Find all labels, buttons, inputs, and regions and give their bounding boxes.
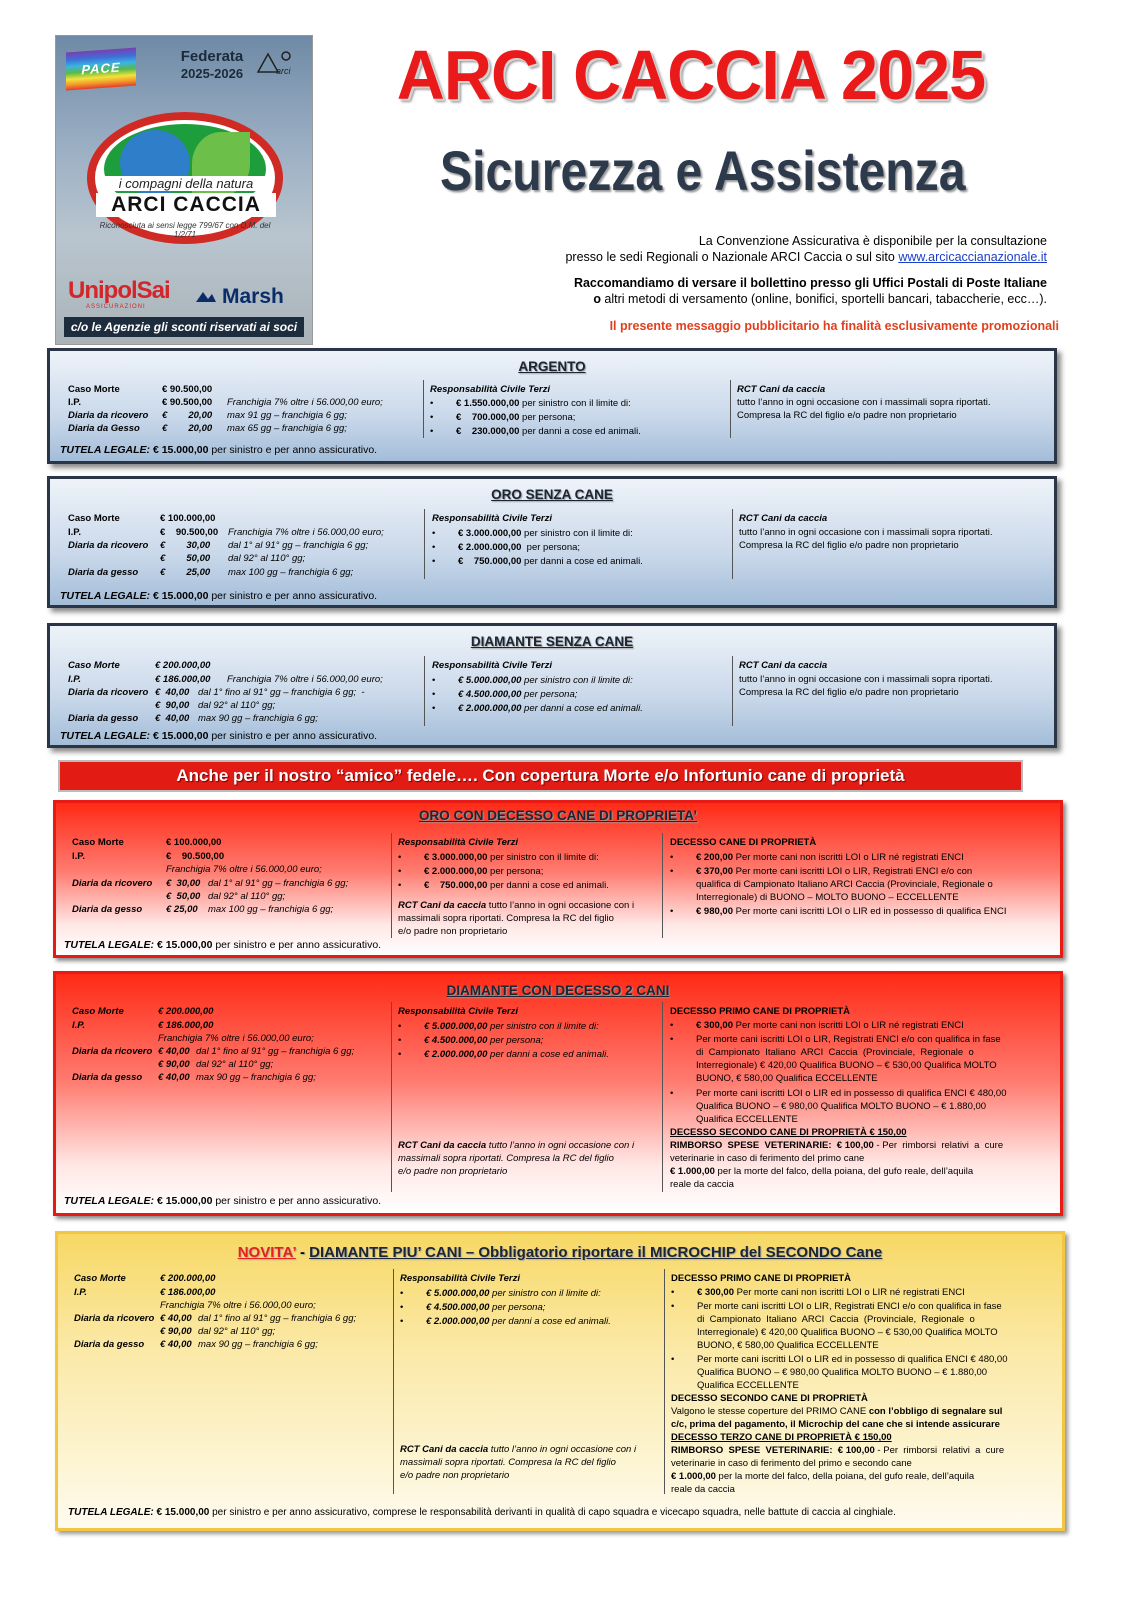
diamante-tutela-value: € 15.000,00: [152, 730, 209, 742]
plan-diamante-title: DIAMANTE SENZA CANE: [470, 634, 634, 649]
argento-ricovero-franchigia: max 91 gg – franchigia 6 gg;: [227, 410, 347, 421]
argento-rct-1: [430, 397, 631, 410]
orocane-rct-3-text: per danni a cose ed animali.: [487, 880, 609, 891]
novita-tutela: [68, 1507, 896, 1518]
novita-ip-value: € 186.000,00: [160, 1287, 216, 1298]
d2c-falco: [670, 1165, 973, 1178]
intro-line-4: [593, 292, 1047, 306]
novita-second-1-bold: con l’obbligo di segnalare sul: [866, 1406, 1003, 1417]
oro-cani-1: tutto l’anno in ogni occasione con i massimali sopra riportati.: [739, 527, 993, 538]
argento-tutela-label: TUTELA LEGALE:: [60, 444, 151, 456]
argento-rct-2-text: per persona;: [519, 412, 576, 423]
orocane-ip-franchigia: Franchigia 7% oltre i 56.000,00 euro;: [166, 864, 322, 875]
novita-rct-3: [400, 1315, 611, 1328]
argento-ricovero-label: Diaria da ricovero: [68, 410, 149, 421]
oro-gesso-label: Diaria da gesso: [68, 567, 139, 578]
d2c-rct-2-text: per persona;: [487, 1035, 544, 1046]
novita-decesso-2d: BUONO, € 580,00 Qualifica ECCELLENTE: [697, 1340, 879, 1351]
argento-ricovero-value: € 20,00: [162, 410, 213, 421]
unipolsai-logo: UnipolSai: [68, 277, 170, 304]
novita-falco-2: reale da caccia: [671, 1484, 735, 1495]
dog-coverage-banner: Anche per il nostro “amico” fedele…. Con copertura Morte e/o Infortunio cane di proprietà: [58, 760, 1023, 792]
oro-ricovero2-value: € 50,00: [160, 553, 211, 564]
diamante-tutela: [60, 730, 377, 742]
orocane-rct-3-value: € 750.000,00: [424, 880, 488, 891]
novita-rct-2-text: per persona;: [489, 1302, 546, 1313]
orocane-decesso-title: DECESSO CANE DI PROPRIETÀ: [670, 837, 817, 848]
d2c-cani-2: massimali sopra riportati. Compresa la RC del figlio: [398, 1153, 614, 1164]
diamante-morte-label: Caso Morte: [68, 660, 120, 671]
novita-decesso-3c: Qualifica ECCELLENTE: [697, 1380, 799, 1391]
d2c-morte-label: Caso Morte: [72, 1006, 124, 1017]
argento-gesso-label: Diaria da Gesso: [68, 423, 140, 434]
novita-ricovero-value: € 40,00: [160, 1313, 192, 1324]
orocane-tutela-text: per sinistro e per anno assicurativo.: [212, 939, 382, 951]
orocane-decesso-1-text: Per morte cani non iscritti LOI o LIR né registrati ENCI: [732, 852, 964, 863]
diamante-rct-2: [432, 688, 577, 701]
intro-line-4-text: altri metodi di versamento (online, bonifici, sportelli bancari, tabaccherie, ecc…).: [600, 292, 1047, 306]
orocane-gesso-value: € 25,00: [166, 904, 198, 915]
orocane-rct-2: [398, 865, 543, 878]
d2c-falco-value: € 1.000,00: [670, 1166, 715, 1177]
novita-rct-title: Responsabilità Civile Terzi: [400, 1273, 521, 1284]
d2c-tutela: [64, 1195, 381, 1207]
orocane-gesso-franchigia: max 100 gg – franchigia 6 gg;: [208, 904, 334, 915]
argento-gesso-value: € 20,00: [162, 423, 213, 434]
marsh-logo-icon: [195, 290, 217, 304]
orocane-rct-title: Responsabilità Civile Terzi: [398, 837, 519, 848]
novita-second-2: c/c, prima del pagamento, il Microchip del cane che si intende assicurare: [671, 1419, 1000, 1430]
novita-third-dog: DECESSO TERZO CANE DI PROPRIETÀ € 150,00: [671, 1432, 892, 1443]
orocane-gesso-label: Diaria da gesso: [72, 904, 143, 915]
d2c-ricovero-label: Diaria da ricovero: [72, 1046, 153, 1057]
orocane-decesso-3-text: Per morte cani iscritti LOI o LIR ed in possesso di qualifica ENCI: [732, 906, 1007, 917]
novita-cani-1: [400, 1443, 636, 1456]
argento-divider-1: [423, 380, 424, 438]
argento-ip-label: I.P.: [68, 397, 82, 408]
orocane-ip-label: I.P.: [72, 851, 86, 862]
novita-tutela-text: per sinistro e per anno assicurativo, comprese le responsabilità derivanti in qualità di capo squadra e vicecapo squadra, nelle battute di caccia al cinghiale.: [209, 1507, 896, 1518]
novita-divider-2: [664, 1269, 665, 1494]
orocane-ip-value: € 90.500,00: [166, 851, 225, 862]
oro-rct-title: Responsabilità Civile Terzi: [432, 513, 553, 524]
diamante-rct-3: [432, 702, 643, 715]
oro-morte-label: Caso Morte: [68, 513, 120, 524]
orocane-decesso-2: [670, 865, 972, 878]
argento-cani-title: RCT Cani da caccia: [737, 384, 826, 395]
argento-rct-3-value: € 230.000,00: [456, 426, 520, 437]
orocane-morte-value: € 100.000,00: [166, 837, 222, 848]
novita-decesso-2b: di Campionato Italiano ARCI Caccia (Provinciale, Regionale o: [697, 1314, 975, 1325]
orocane-ricovero-label: Diaria da ricovero: [72, 878, 153, 889]
d2c-gesso-franchigia: max 90 gg – franchigia 6 gg;: [196, 1072, 316, 1083]
oro-rct-3: [432, 555, 643, 568]
oro-rct-3-text: per danni a cose ed animali.: [521, 556, 643, 567]
d2c-rct-title: Responsabilità Civile Terzi: [398, 1006, 519, 1017]
arci-logo-icon: [254, 48, 296, 80]
d2c-ip-franchigia: Franchigia 7% oltre i 56.000,00 euro;: [158, 1033, 314, 1044]
oro-ricovero-franchigia: dal 1° al 91° gg – franchigia 6 gg;: [228, 540, 369, 551]
novita-vet-2: veterinarie in caso di ferimento del primo e secondo cane: [671, 1458, 912, 1469]
oro-rct-2: [432, 541, 580, 554]
orocane-cani-3: e/o padre non proprietario: [398, 926, 508, 937]
d2c-decesso-1: [670, 1019, 964, 1032]
diamante-ip-franchigia: Franchigia 7% oltre i 56.000,00 euro;: [227, 674, 383, 685]
diamante-ricovero2-range: dal 92° al 110° gg;: [198, 700, 276, 711]
orocane-decesso-2-value: € 370,00: [696, 866, 733, 877]
novita-second-1-text: Valgono le stesse coperture del PRIMO CANE: [671, 1406, 867, 1417]
novita-second-1: [671, 1405, 1002, 1418]
d2c-divider-1: [391, 1002, 392, 1192]
oro-ricovero-label: Diaria da ricovero: [68, 540, 149, 551]
d2c-divider-2: [662, 1002, 663, 1192]
d2c-rct-3: [398, 1048, 609, 1061]
argento-divider-2: [730, 380, 731, 438]
orocane-decesso-3-value: € 980,00: [696, 906, 733, 917]
emblem-motto: i compagni della natura: [101, 176, 271, 191]
d2c-decesso-2-text: Per morte cani iscritti LOI o LIR, Registrati ENCI e/o con qualifica in fase: [696, 1034, 1001, 1045]
diamante-morte-value: € 200.000,00: [155, 660, 211, 671]
orocane-decesso-2c: Interregionale) di BUONO – MOLTO BUONO – ECCELLENTE: [696, 892, 959, 903]
d2c-rct-1: [398, 1020, 599, 1033]
novita-rct-1-text: per sinistro con il limite di:: [489, 1288, 601, 1299]
argento-rct-2: [430, 411, 575, 424]
d2c-cani-3: e/o padre non proprietario: [398, 1166, 508, 1177]
orocane-decesso-2b: qualifica di Campionato Italiano ARCI Caccia (Provinciale, Regionale o: [696, 879, 993, 890]
oro-tutela-text: per sinistro e per anno assicurativo.: [208, 590, 378, 602]
argento-tutela: [60, 444, 377, 456]
novita-ip-franchigia: Franchigia 7% oltre i 56.000,00 euro;: [160, 1300, 316, 1311]
diamante-cani-2: Compresa la RC del figlio e/o padre non proprietario: [739, 687, 959, 698]
diamante-cani-title: RCT Cani da caccia: [739, 660, 828, 671]
orocane-tutela-label: TUTELA LEGALE:: [64, 939, 155, 951]
novita-decesso-3b: Qualifica BUONO – € 980,00 Qualifica MOLTO BUONO – € 1.880,00: [697, 1367, 988, 1378]
novita-cani-2: massimali sopra riportati. Compresa la RC del figlio: [400, 1457, 616, 1468]
novita-decesso-1-value: € 300,00: [697, 1287, 734, 1298]
orocane-decesso-1-value: € 200,00: [696, 852, 733, 863]
oro-morte-value: € 100.000,00: [160, 513, 216, 524]
argento-tutela-text: per sinistro e per anno assicurativo.: [208, 444, 378, 456]
oro-rct-3-value: € 750.000,00: [458, 556, 522, 567]
d2c-ip-value: € 186.000,00: [158, 1020, 214, 1031]
novita-rct-3-text: per danni a cose ed animali.: [489, 1316, 611, 1327]
unipolsai-subtitle: ASSICURAZIONI: [86, 304, 146, 310]
argento-ip-value: € 90.500,00: [162, 397, 213, 408]
orocane-tutela: [64, 939, 381, 951]
oro-cani-2: Compresa la RC del figlio e/o padre non proprietario: [739, 540, 959, 551]
novita-rct-2-value: € 4.500.000,00: [426, 1302, 490, 1313]
page-title: ARCI CACCIA 2025: [396, 36, 986, 114]
novita-rct-3-value: € 2.000.000,00: [426, 1316, 490, 1327]
oro-rct-2-value: € 2.000.000,00: [458, 542, 522, 553]
orocane-rct-1: [398, 851, 599, 864]
diamante-ip-value: € 186.000,00: [155, 674, 211, 685]
d2c-gesso-label: Diaria da gesso: [72, 1072, 143, 1083]
plan-oro-title: ORO SENZA CANE: [491, 487, 613, 502]
d2c-decesso-2c: Interregionale) € 420,00 Qualifica BUONO – € 530,00 Qualifica MOLTO: [696, 1060, 997, 1071]
novita-morte-value: € 200.000,00: [160, 1273, 216, 1284]
argento-rct-title: Responsabilità Civile Terzi: [430, 384, 551, 395]
orocane-rct-1-value: € 3.000.000,00: [424, 852, 488, 863]
d2c-decesso-3c: Qualifica ECCELLENTE: [696, 1114, 798, 1125]
d2c-decesso-title: DECESSO PRIMO CANE DI PROPRIETÀ: [670, 1006, 850, 1017]
diamante-divider-2: [732, 656, 733, 726]
orocane-divider-2: [662, 833, 663, 938]
d2c-falco-2: reale da caccia: [670, 1179, 734, 1190]
diamante-ricovero-franchigia: dal 1° fino al 91° gg – franchigia 6 gg; -: [198, 687, 365, 698]
diamante-rct-1: [432, 674, 633, 687]
orocane-cani-1: [398, 899, 634, 912]
arci-logo-text: arci: [276, 66, 291, 76]
novita-falco-value: € 1.000,00: [671, 1471, 716, 1482]
argento-gesso-franchigia: max 65 gg – franchigia 6 gg;: [227, 423, 347, 434]
d2c-decesso-1-value: € 300,00: [696, 1020, 733, 1031]
orocane-rct-2-value: € 2.000.000,00: [424, 866, 488, 877]
orocane-cani-title: RCT Cani da caccia: [398, 900, 487, 911]
d2c-decesso-2d: BUONO, € 580,00 Qualifica ECCELLENTE: [696, 1073, 878, 1084]
novita-falco: [671, 1470, 974, 1483]
oro-divider-1: [424, 509, 425, 579]
d2c-vet-label: RIMBORSO SPESE VETERINARIE: € 100,00: [670, 1140, 874, 1151]
d2c-vet-text: - Per rimborsi relativi a cure: [873, 1140, 1004, 1151]
diamante-cani-1: tutto l’anno in ogni occasione con i massimali sopra riportati.: [739, 674, 993, 685]
novita-cani-text: tutto l’anno in ogni occasione con i: [488, 1444, 637, 1455]
novita-vet: [671, 1444, 1004, 1457]
novita-decesso-3-text: Per morte cani iscritti LOI o LIR ed in possesso di qualifica ENCI € 480,00: [697, 1354, 1008, 1365]
plan-oro-cane-title: ORO CON DECESSO CANE DI PROPRIETA’: [418, 808, 698, 823]
d2c-cani-1: [398, 1139, 634, 1152]
orocane-divider-1: [391, 833, 392, 938]
oro-rct-1: [432, 527, 633, 540]
novita-title: DIAMANTE PIU’ CANI – Obbligatorio riportare il MICROCHIP del SECONDO Cane: [309, 1244, 883, 1261]
orocane-rct-2-text: per persona;: [487, 866, 544, 877]
oro-ip-label: I.P.: [68, 527, 82, 538]
d2c-cani-title: RCT Cani da caccia: [398, 1140, 487, 1151]
d2c-decesso-1-text: Per morte cani non iscritti LOI o LIR né registrati ENCI: [732, 1020, 964, 1031]
orocane-morte-label: Caso Morte: [72, 837, 124, 848]
novita-decesso-1: [671, 1286, 965, 1299]
novita-rct-1: [400, 1287, 601, 1300]
agenzie-banner: c/o le Agenzie gli sconti riservati ai soci: [64, 317, 304, 337]
d2c-gesso-value: € 40,00: [158, 1072, 190, 1083]
orocane-tutela-value: € 15.000,00: [156, 939, 213, 951]
orocane-ricovero-value: € 30,00: [166, 878, 201, 889]
orocane-ricovero2-range: dal 92° al 110° gg;: [208, 891, 286, 902]
d2c-rct-2: [398, 1034, 543, 1047]
d2c-vet: [670, 1139, 1003, 1152]
federata-label: Federata: [180, 48, 244, 65]
d2c-decesso-2b: di Campionato Italiano ARCI Caccia (Provinciale, Regionale o: [696, 1047, 974, 1058]
oro-ricovero2-range: dal 92° al 110° gg;: [228, 553, 306, 564]
argento-morte-value: € 90.500,00: [162, 384, 213, 395]
novita-decesso-3: [671, 1353, 1007, 1366]
oro-rct-1-text: per sinistro con il limite di:: [521, 528, 633, 539]
novita-ricovero2-value: € 90,00: [160, 1326, 192, 1337]
d2c-rct-3-value: € 2.000.000,00: [424, 1049, 488, 1060]
orocane-rct-1-text: per sinistro con il limite di:: [487, 852, 599, 863]
diamante-rct-1-value: € 5.000.000,00: [458, 675, 522, 686]
plan-diamante-2cani-title: DIAMANTE CON DECESSO 2 CANI: [446, 983, 670, 998]
orocane-ricovero-franchigia: dal 1° al 91° gg – franchigia 6 gg;: [208, 878, 349, 889]
plan-argento-title: ARGENTO: [518, 359, 586, 374]
oro-ricovero-value: € 30,00: [160, 540, 211, 551]
d2c-tutela-value: € 15.000,00: [156, 1195, 213, 1207]
d2c-decesso-3b: Qualifica BUONO – € 980,00 Qualifica MOLTO BUONO – € 1.880,00: [696, 1101, 987, 1112]
intro-line-3: Raccomandiamo di versare il bollettino presso gli Uffici Postali di Poste Italiane: [573, 276, 1047, 290]
diamante-ip-label: I.P.: [68, 674, 82, 685]
d2c-decesso-3: [670, 1087, 1006, 1100]
diamante-rct-3-value: € 2.000.000,00: [458, 703, 522, 714]
orocane-decesso-2-text: Per morte cani iscritti LOI o LIR, Registrati ENCI e/o con: [732, 866, 973, 877]
promo-disclaimer: Il presente messaggio pubblicitario ha finalità esclusivamente promozionali: [609, 319, 1059, 333]
novita-rct-2: [400, 1301, 545, 1314]
oro-rct-1-value: € 3.000.000,00: [458, 528, 522, 539]
novita-decesso-2-text: Per morte cani iscritti LOI o LIR, Registrati ENCI e/o con qualifica in fase: [697, 1301, 1002, 1312]
oro-divider-2: [732, 509, 733, 579]
novita-tutela-label: TUTELA LEGALE:: [68, 1507, 154, 1518]
oro-tutela-label: TUTELA LEGALE:: [60, 590, 151, 602]
orocane-decesso-3: [670, 905, 1007, 918]
diamante-gesso-franchigia: max 90 gg – franchigia 6 gg;: [198, 713, 318, 724]
novita-cani-title: RCT Cani da caccia: [400, 1444, 489, 1455]
diamante-tutela-text: per sinistro e per anno assicurativo.: [208, 730, 378, 742]
novita-title-row: [55, 1244, 1065, 1261]
diamante-ricovero-value: € 40,00: [155, 687, 190, 698]
intro-line-4-bold: o: [593, 292, 601, 306]
diamante-gesso-value: € 40,00: [155, 713, 190, 724]
argento-rct-1-text: per sinistro con il limite di:: [519, 398, 631, 409]
argento-morte-label: Caso Morte: [68, 384, 120, 395]
novita-dash: -: [295, 1244, 310, 1261]
d2c-ricovero2-value: € 90,00: [158, 1059, 190, 1070]
novita-tag: NOVITA’: [237, 1244, 296, 1261]
novita-gesso-franchigia: max 90 gg – franchigia 6 gg;: [198, 1339, 318, 1350]
novita-decesso-title: DECESSO PRIMO CANE DI PROPRIETÀ: [671, 1273, 851, 1284]
orocane-rct-3: [398, 879, 609, 892]
novita-tutela-value: € 15.000,00: [156, 1507, 210, 1518]
oro-cani-title: RCT Cani da caccia: [739, 513, 828, 524]
oro-gesso-franchigia: max 100 gg – franchigia 6 gg;: [228, 567, 354, 578]
novita-cani-3: e/o padre non proprietario: [400, 1470, 510, 1481]
page-subtitle: Sicurezza e Assistenza: [440, 139, 966, 202]
d2c-rct-2-value: € 4.500.000,00: [424, 1035, 488, 1046]
argento-rct-3-text: per danni a cose ed animali.: [519, 426, 641, 437]
argento-cani-2: Compresa la RC del figlio e/o padre non proprietario: [737, 410, 957, 421]
oro-gesso-value: € 25,00: [160, 567, 211, 578]
argento-rct-2-value: € 700.000,00: [456, 412, 520, 423]
d2c-ricovero-franchigia: dal 1° fino al 91° gg – franchigia 6 gg;: [196, 1046, 355, 1057]
oro-tutela-value: € 15.000,00: [152, 590, 209, 602]
emblem-legal: Riconosciuta ai sensi legge 799/67 con D.M. del 1/2/71: [99, 221, 271, 239]
d2c-cani-text: tutto l’anno in ogni occasione con i: [486, 1140, 635, 1151]
novita-decesso-2c: Interregionale) € 420,00 Qualifica BUONO – € 530,00 Qualifica MOLTO: [697, 1327, 998, 1338]
novita-morte-label: Caso Morte: [74, 1273, 126, 1284]
d2c-decesso-3-text: Per morte cani iscritti LOI o LIR ed in possesso di qualifica ENCI € 480,00: [696, 1088, 1007, 1099]
diamante-rct-2-value: € 4.500.000,00: [458, 689, 522, 700]
diamante-rct-3-text: per danni a cose ed animali.: [521, 703, 643, 714]
federata-years: 2025-2026: [180, 66, 244, 81]
novita-gesso-label: Diaria da gesso: [74, 1339, 145, 1350]
argento-tutela-value: € 15.000,00: [152, 444, 209, 456]
d2c-decesso-2: [670, 1033, 1001, 1046]
oro-tutela: [60, 590, 377, 602]
diamante-rct-title: Responsabilità Civile Terzi: [432, 660, 553, 671]
novita-decesso-2: [671, 1300, 1002, 1313]
intro-line-2-text: presso le sedi Regionali o Nazionale ARCI Caccia o sul sito: [565, 250, 895, 264]
argento-rct-3: [430, 425, 641, 438]
argento-rct-1-value: € 1.550.000,00: [456, 398, 520, 409]
novita-second-dog: DECESSO SECONDO CANE DI PROPRIETÀ: [671, 1393, 868, 1404]
d2c-ip-label: I.P.: [72, 1020, 86, 1031]
novita-divider-1: [393, 1269, 394, 1494]
diamante-gesso-label: Diaria da gesso: [68, 713, 139, 724]
novita-decesso-1-text: Per morte cani non iscritti LOI o LIR né registrati ENCI: [733, 1287, 965, 1298]
diamante-ricovero-label: Diaria da ricovero: [68, 687, 149, 698]
orocane-ricovero2-value: € 50,00: [166, 891, 201, 902]
novita-ip-label: I.P.: [74, 1287, 88, 1298]
d2c-rct-1-text: per sinistro con il limite di:: [487, 1021, 599, 1032]
oro-ip-franchigia: Franchigia 7% oltre i 56.000,00 euro;: [228, 527, 384, 538]
novita-ricovero2-range: dal 92° al 110° gg;: [198, 1326, 276, 1337]
intro-line-2: [565, 250, 1047, 264]
d2c-tutela-label: TUTELA LEGALE:: [64, 1195, 155, 1207]
orocane-cani-2: massimali sopra riportati. Compresa la RC del figlio: [398, 913, 614, 924]
d2c-falco-text: per la morte del falco, della poiana, del gufo reale, dell’aquila: [714, 1166, 974, 1177]
argento-cani-1: tutto l’anno in ogni occasione con i massimali sopra riportati.: [737, 397, 991, 408]
novita-falco-text: per la morte del falco, della poiana, del gufo reale, dell’aquila: [715, 1471, 975, 1482]
novita-ricovero-label: Diaria da ricovero: [74, 1313, 155, 1324]
intro-line-1: La Convenzione Assicurativa è disponibile per la consultazione: [698, 234, 1047, 248]
d2c-second-dog: DECESSO SECONDO CANE DI PROPRIETÀ € 150,00: [670, 1127, 907, 1138]
orocane-decesso-1: [670, 851, 964, 864]
marsh-logo: Marsh: [222, 285, 284, 308]
novita-gesso-value: € 40,00: [160, 1339, 192, 1350]
novita-ricovero-franchigia: dal 1° fino al 91° gg – franchigia 6 gg;: [198, 1313, 357, 1324]
oro-rct-2-text: per persona;: [521, 542, 581, 553]
diamante-divider-1: [424, 656, 425, 726]
novita-rct-1-value: € 5.000.000,00: [426, 1288, 490, 1299]
site-link[interactable]: www.arcicaccianazionale.it: [898, 250, 1047, 264]
d2c-tutela-text: per sinistro e per anno assicurativo.: [212, 1195, 382, 1207]
emblem-name: ARCI CACCIA: [96, 193, 276, 217]
novita-vet-label: RIMBORSO SPESE VETERINARIE: € 100,00: [671, 1445, 875, 1456]
argento-ip-franchigia: Franchigia 7% oltre i 56.000,00 euro;: [227, 397, 383, 408]
d2c-ricovero2-range: dal 92° al 110° gg;: [196, 1059, 274, 1070]
oro-ip-value: € 90.500,00: [160, 527, 219, 538]
pace-flag: PACE: [66, 48, 136, 91]
d2c-ricovero-value: € 40,00: [158, 1046, 190, 1057]
d2c-morte-value: € 200.000,00: [158, 1006, 214, 1017]
diamante-rct-1-text: per sinistro con il limite di:: [521, 675, 633, 686]
novita-vet-text: - Per rimborsi relativi a cure: [874, 1445, 1005, 1456]
orocane-cani-text: tutto l’anno in ogni occasione con i: [486, 900, 635, 911]
d2c-rct-1-value: € 5.000.000,00: [424, 1021, 488, 1032]
d2c-vet-2: veterinarie in caso di ferimento del primo cane: [670, 1153, 865, 1164]
diamante-tutela-label: TUTELA LEGALE:: [60, 730, 151, 742]
diamante-ricovero2-value: € 90,00: [155, 700, 190, 711]
d2c-rct-3-text: per danni a cose ed animali.: [487, 1049, 609, 1060]
diamante-rct-2-text: per persona;: [521, 689, 578, 700]
